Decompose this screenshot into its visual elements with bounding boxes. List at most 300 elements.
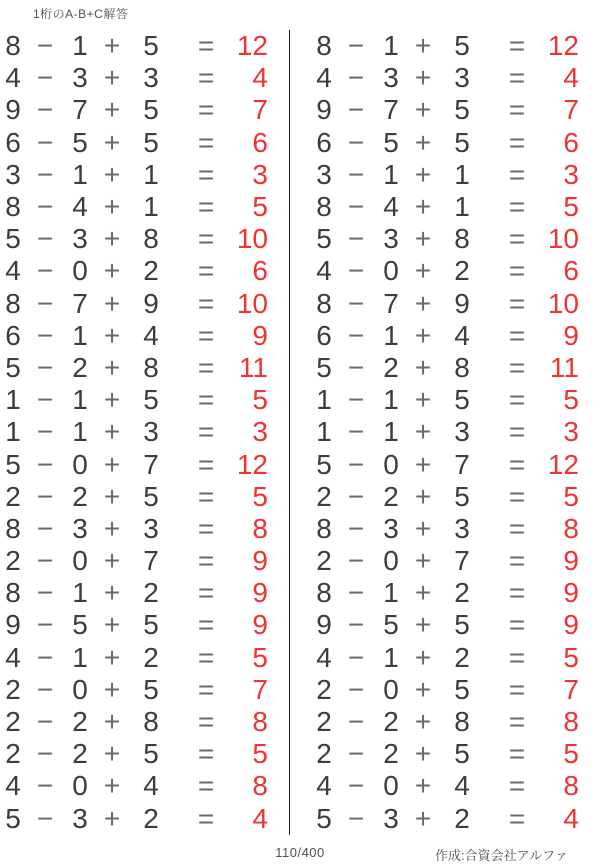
answer-value: 5 <box>252 480 268 512</box>
equation-row <box>0 320 268 352</box>
operand-b: 1 <box>72 384 88 416</box>
equation-row <box>311 706 579 738</box>
minus-operator: − <box>347 448 365 480</box>
operand-b: 0 <box>383 770 399 802</box>
equals-sign: = <box>508 255 526 287</box>
answer-value: 5 <box>563 641 579 673</box>
operand-a: 2 <box>316 673 332 705</box>
minus-operator: − <box>36 545 54 577</box>
plus-operator: + <box>103 319 121 351</box>
minus-operator: − <box>347 255 365 287</box>
plus-operator: + <box>103 802 121 834</box>
plus-operator: + <box>414 191 432 223</box>
operand-b: 0 <box>383 255 399 287</box>
plus-operator: + <box>414 512 432 544</box>
equation-row <box>311 577 579 609</box>
equals-sign: = <box>197 158 215 190</box>
operand-b: 1 <box>383 158 399 190</box>
answer-value: 12 <box>236 448 268 480</box>
equation-row <box>311 320 579 352</box>
answer-value: 6 <box>563 126 579 158</box>
plus-operator: + <box>103 770 121 802</box>
answer-value: 11 <box>238 351 268 383</box>
plus-operator: + <box>414 738 432 770</box>
equals-sign: = <box>508 62 526 94</box>
equals-sign: = <box>197 609 215 641</box>
column-divider-line <box>289 30 290 835</box>
answer-value: 6 <box>252 126 268 158</box>
operand-b: 1 <box>383 319 399 351</box>
operand-b: 4 <box>383 191 399 223</box>
operand-b: 5 <box>383 126 399 158</box>
operand-b: 0 <box>383 673 399 705</box>
operand-b: 0 <box>72 770 88 802</box>
minus-operator: − <box>347 223 365 255</box>
equals-sign: = <box>508 126 526 158</box>
answer-value: 6 <box>252 255 268 287</box>
equals-sign: = <box>508 30 526 62</box>
problems-column-left <box>0 30 268 835</box>
footer-credit: 作成:合資会社アルファ <box>435 848 568 863</box>
equation-row <box>0 352 268 384</box>
answer-value: 4 <box>252 802 268 834</box>
minus-operator: − <box>347 351 365 383</box>
operand-c: 2 <box>143 255 159 287</box>
plus-operator: + <box>103 673 121 705</box>
equals-sign: = <box>197 802 215 834</box>
equation-row <box>311 642 579 674</box>
operand-c: 2 <box>454 641 470 673</box>
equation-row <box>0 255 268 287</box>
operand-a: 8 <box>5 287 21 319</box>
operand-c: 5 <box>143 30 159 62</box>
operand-b: 2 <box>72 351 88 383</box>
equation-row <box>311 609 579 641</box>
operand-c: 3 <box>143 62 159 94</box>
operand-a: 6 <box>5 126 21 158</box>
operand-a: 4 <box>5 770 21 802</box>
operand-c: 8 <box>143 223 159 255</box>
plus-operator: + <box>414 223 432 255</box>
operand-a: 9 <box>316 609 332 641</box>
operand-a: 4 <box>5 641 21 673</box>
problems-column-right <box>311 30 579 835</box>
operand-a: 9 <box>316 94 332 126</box>
plus-operator: + <box>103 706 121 738</box>
minus-operator: − <box>36 480 54 512</box>
operand-b: 7 <box>383 94 399 126</box>
operand-a: 2 <box>5 480 21 512</box>
minus-operator: − <box>36 770 54 802</box>
operand-c: 4 <box>454 770 470 802</box>
operand-c: 8 <box>454 223 470 255</box>
operand-b: 4 <box>72 191 88 223</box>
plus-operator: + <box>103 255 121 287</box>
equation-row <box>311 481 579 513</box>
answer-value: 5 <box>252 384 268 416</box>
operand-a: 6 <box>5 319 21 351</box>
equation-row <box>311 545 579 577</box>
operand-a: 8 <box>316 191 332 223</box>
operand-b: 3 <box>383 512 399 544</box>
plus-operator: + <box>414 770 432 802</box>
minus-operator: − <box>347 384 365 416</box>
operand-a: 2 <box>5 706 21 738</box>
operand-b: 1 <box>383 641 399 673</box>
minus-operator: − <box>347 770 365 802</box>
answer-value: 5 <box>563 480 579 512</box>
equation-row <box>0 577 268 609</box>
answer-value: 9 <box>563 577 579 609</box>
operand-b: 0 <box>72 673 88 705</box>
equals-sign: = <box>197 351 215 383</box>
minus-operator: − <box>36 577 54 609</box>
plus-operator: + <box>103 158 121 190</box>
equation-row <box>0 674 268 706</box>
operand-b: 0 <box>72 255 88 287</box>
operand-c: 5 <box>143 673 159 705</box>
answer-value: 3 <box>563 158 579 190</box>
minus-operator: − <box>347 673 365 705</box>
equals-sign: = <box>197 577 215 609</box>
equals-sign: = <box>508 738 526 770</box>
operand-b: 2 <box>383 480 399 512</box>
operand-c: 4 <box>143 770 159 802</box>
operand-c: 5 <box>454 126 470 158</box>
operand-c: 7 <box>143 545 159 577</box>
operand-c: 4 <box>454 319 470 351</box>
operand-a: 4 <box>316 641 332 673</box>
plus-operator: + <box>103 223 121 255</box>
operand-b: 0 <box>383 448 399 480</box>
equation-row <box>0 803 268 835</box>
operand-c: 5 <box>143 94 159 126</box>
operand-c: 5 <box>143 609 159 641</box>
answer-value: 9 <box>252 577 268 609</box>
equation-row <box>311 770 579 802</box>
minus-operator: − <box>347 287 365 319</box>
equation-row <box>311 352 579 384</box>
operand-b: 2 <box>72 706 88 738</box>
answer-value: 3 <box>252 158 268 190</box>
minus-operator: − <box>36 287 54 319</box>
answer-value: 3 <box>252 416 268 448</box>
answer-value: 9 <box>563 545 579 577</box>
operand-b: 0 <box>383 545 399 577</box>
operand-b: 2 <box>72 480 88 512</box>
minus-operator: − <box>36 738 54 770</box>
operand-c: 5 <box>143 126 159 158</box>
operand-a: 2 <box>316 545 332 577</box>
minus-operator: − <box>347 191 365 223</box>
equals-sign: = <box>197 673 215 705</box>
equation-row <box>311 803 579 835</box>
operand-b: 1 <box>383 416 399 448</box>
answer-value: 5 <box>563 191 579 223</box>
equation-row <box>311 738 579 770</box>
equals-sign: = <box>508 609 526 641</box>
operand-c: 5 <box>454 673 470 705</box>
minus-operator: − <box>36 673 54 705</box>
answer-value: 7 <box>563 94 579 126</box>
plus-operator: + <box>103 577 121 609</box>
minus-operator: − <box>36 448 54 480</box>
operand-a: 5 <box>316 802 332 834</box>
operand-a: 8 <box>316 512 332 544</box>
operand-b: 5 <box>72 609 88 641</box>
equals-sign: = <box>197 384 215 416</box>
operand-a: 8 <box>316 577 332 609</box>
equation-row <box>0 609 268 641</box>
operand-a: 8 <box>5 577 21 609</box>
operand-c: 9 <box>454 287 470 319</box>
equals-sign: = <box>508 351 526 383</box>
operand-b: 1 <box>383 577 399 609</box>
minus-operator: − <box>36 609 54 641</box>
operand-b: 3 <box>383 62 399 94</box>
operand-c: 3 <box>454 62 470 94</box>
answer-value: 5 <box>252 191 268 223</box>
plus-operator: + <box>103 609 121 641</box>
answer-value: 9 <box>252 609 268 641</box>
plus-operator: + <box>414 448 432 480</box>
plus-operator: + <box>103 641 121 673</box>
plus-operator: + <box>414 126 432 158</box>
minus-operator: − <box>347 802 365 834</box>
operand-a: 1 <box>5 384 21 416</box>
plus-operator: + <box>414 673 432 705</box>
operand-c: 5 <box>454 609 470 641</box>
operand-a: 5 <box>316 351 332 383</box>
equals-sign: = <box>197 480 215 512</box>
operand-b: 3 <box>383 223 399 255</box>
equals-sign: = <box>197 255 215 287</box>
operand-a: 6 <box>316 126 332 158</box>
plus-operator: + <box>414 30 432 62</box>
answer-value: 10 <box>547 223 579 255</box>
equals-sign: = <box>197 512 215 544</box>
operand-a: 6 <box>316 319 332 351</box>
operand-a: 1 <box>316 416 332 448</box>
operand-c: 3 <box>143 416 159 448</box>
operand-a: 9 <box>5 609 21 641</box>
equals-sign: = <box>508 448 526 480</box>
minus-operator: − <box>347 94 365 126</box>
minus-operator: − <box>36 158 54 190</box>
answer-value: 8 <box>252 770 268 802</box>
operand-c: 5 <box>454 30 470 62</box>
operand-c: 5 <box>454 94 470 126</box>
operand-c: 3 <box>143 512 159 544</box>
answer-value: 11 <box>549 351 579 383</box>
equation-row <box>311 384 579 416</box>
plus-operator: + <box>414 319 432 351</box>
operand-b: 1 <box>72 416 88 448</box>
page-title: 1桁のA-B+C解答 <box>33 7 129 21</box>
equals-sign: = <box>508 641 526 673</box>
operand-c: 1 <box>143 158 159 190</box>
equation-row <box>0 223 268 255</box>
operand-c: 5 <box>143 480 159 512</box>
plus-operator: + <box>414 480 432 512</box>
answer-value: 8 <box>563 512 579 544</box>
equals-sign: = <box>197 62 215 94</box>
equation-row <box>311 191 579 223</box>
minus-operator: − <box>347 512 365 544</box>
answer-value: 4 <box>563 62 579 94</box>
minus-operator: − <box>347 319 365 351</box>
minus-operator: − <box>36 512 54 544</box>
equation-row <box>311 513 579 545</box>
operand-c: 8 <box>143 351 159 383</box>
minus-operator: − <box>36 94 54 126</box>
operand-a: 4 <box>5 62 21 94</box>
equation-row <box>311 159 579 191</box>
answer-value: 4 <box>563 802 579 834</box>
operand-c: 1 <box>454 191 470 223</box>
operand-c: 2 <box>454 577 470 609</box>
operand-b: 2 <box>72 738 88 770</box>
operand-b: 1 <box>383 384 399 416</box>
answer-value: 7 <box>252 673 268 705</box>
plus-operator: + <box>414 255 432 287</box>
operand-b: 3 <box>72 223 88 255</box>
page-number: 110/400 <box>275 845 325 860</box>
operand-a: 4 <box>316 770 332 802</box>
answer-value: 9 <box>563 319 579 351</box>
operand-c: 1 <box>454 158 470 190</box>
answer-value: 5 <box>563 384 579 416</box>
operand-b: 1 <box>72 319 88 351</box>
operand-c: 1 <box>143 191 159 223</box>
operand-b: 1 <box>72 30 88 62</box>
plus-operator: + <box>414 94 432 126</box>
minus-operator: − <box>347 577 365 609</box>
equals-sign: = <box>508 384 526 416</box>
equals-sign: = <box>197 706 215 738</box>
equals-sign: = <box>508 191 526 223</box>
equals-sign: = <box>197 223 215 255</box>
plus-operator: + <box>103 384 121 416</box>
operand-a: 5 <box>5 448 21 480</box>
equation-row <box>311 255 579 287</box>
plus-operator: + <box>103 738 121 770</box>
operand-b: 3 <box>72 512 88 544</box>
plus-operator: + <box>414 577 432 609</box>
minus-operator: − <box>36 62 54 94</box>
equation-row <box>0 159 268 191</box>
plus-operator: + <box>414 158 432 190</box>
plus-operator: + <box>103 191 121 223</box>
operand-a: 3 <box>5 158 21 190</box>
operand-b: 3 <box>72 802 88 834</box>
operand-b: 7 <box>72 94 88 126</box>
operand-c: 5 <box>143 384 159 416</box>
minus-operator: − <box>347 62 365 94</box>
plus-operator: + <box>103 30 121 62</box>
equation-row <box>0 545 268 577</box>
operand-a: 5 <box>5 802 21 834</box>
equals-sign: = <box>197 545 215 577</box>
plus-operator: + <box>103 351 121 383</box>
operand-a: 5 <box>5 351 21 383</box>
answer-value: 10 <box>236 287 268 319</box>
operand-b: 7 <box>383 287 399 319</box>
plus-operator: + <box>414 609 432 641</box>
minus-operator: − <box>347 158 365 190</box>
equals-sign: = <box>197 319 215 351</box>
operand-a: 2 <box>5 738 21 770</box>
operand-a: 1 <box>5 416 21 448</box>
equation-row <box>0 513 268 545</box>
equation-row <box>0 416 268 448</box>
operand-c: 2 <box>143 577 159 609</box>
equation-row <box>0 448 268 480</box>
equals-sign: = <box>508 287 526 319</box>
minus-operator: − <box>36 706 54 738</box>
equation-row <box>311 674 579 706</box>
equals-sign: = <box>508 673 526 705</box>
operand-a: 4 <box>316 62 332 94</box>
operand-c: 4 <box>143 319 159 351</box>
answer-value: 10 <box>236 223 268 255</box>
answer-value: 12 <box>547 448 579 480</box>
operand-c: 2 <box>143 641 159 673</box>
operand-c: 8 <box>454 351 470 383</box>
equals-sign: = <box>508 416 526 448</box>
equals-sign: = <box>197 416 215 448</box>
plus-operator: + <box>414 641 432 673</box>
operand-a: 2 <box>5 673 21 705</box>
minus-operator: − <box>36 30 54 62</box>
equals-sign: = <box>197 126 215 158</box>
plus-operator: + <box>103 94 121 126</box>
equation-row <box>0 642 268 674</box>
equals-sign: = <box>197 30 215 62</box>
equation-row <box>311 223 579 255</box>
answer-value: 12 <box>547 30 579 62</box>
plus-operator: + <box>414 62 432 94</box>
answer-value: 5 <box>252 641 268 673</box>
equals-sign: = <box>508 158 526 190</box>
operand-b: 7 <box>72 287 88 319</box>
answer-value: 8 <box>563 706 579 738</box>
operand-c: 9 <box>143 287 159 319</box>
equation-row <box>311 62 579 94</box>
equals-sign: = <box>508 770 526 802</box>
equals-sign: = <box>508 802 526 834</box>
equation-row <box>0 127 268 159</box>
equals-sign: = <box>197 770 215 802</box>
minus-operator: − <box>36 255 54 287</box>
operand-a: 2 <box>316 738 332 770</box>
plus-operator: + <box>414 287 432 319</box>
operand-a: 8 <box>5 191 21 223</box>
operand-c: 7 <box>454 448 470 480</box>
operand-c: 5 <box>454 480 470 512</box>
minus-operator: − <box>36 319 54 351</box>
minus-operator: − <box>36 641 54 673</box>
minus-operator: − <box>36 802 54 834</box>
equation-row <box>0 384 268 416</box>
minus-operator: − <box>347 30 365 62</box>
plus-operator: + <box>414 706 432 738</box>
operand-a: 5 <box>316 448 332 480</box>
operand-a: 5 <box>316 223 332 255</box>
operand-a: 8 <box>5 512 21 544</box>
equals-sign: = <box>197 448 215 480</box>
equation-row <box>0 738 268 770</box>
